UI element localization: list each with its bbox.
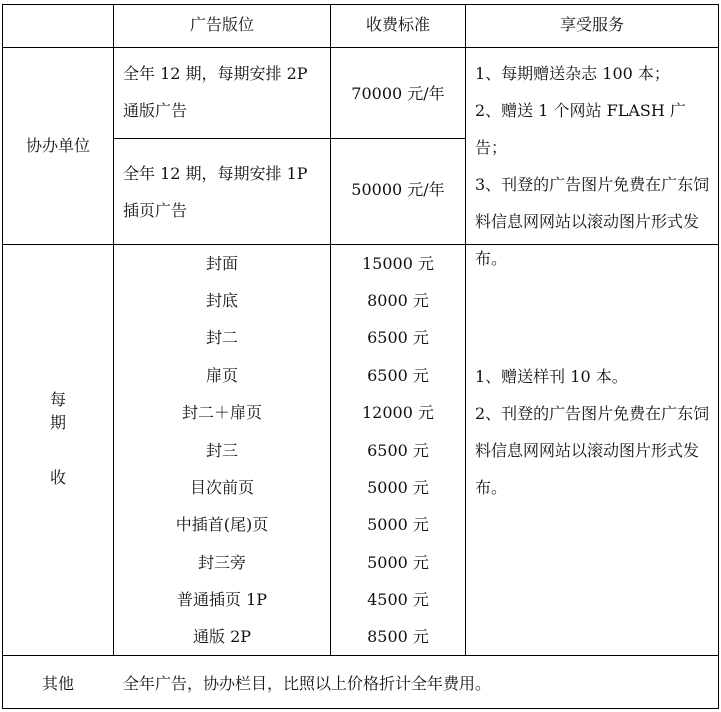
col-divider-1: [113, 4, 114, 656]
meiqi-price-8: 5000 元: [367, 515, 429, 534]
meiqi-price-5: 12000 元: [362, 403, 434, 422]
col-divider-2: [330, 4, 331, 656]
xieban-position-1: 全年 12 期，每期安排 2P 通版广告: [123, 64, 308, 120]
meiqi-position-9: 封三旁: [197, 553, 247, 572]
meiqi-position-5: 封二＋扉页: [181, 403, 263, 422]
meiqi-price-7: 5000 元: [367, 478, 429, 497]
meiqi-price-11: 8500 元: [367, 627, 429, 646]
meiqi-service-1: 1、赠送样刊 10 本。: [475, 367, 628, 386]
xieban-label: 协办单位: [25, 136, 91, 155]
meiqi-position-11: 通版 2P: [192, 627, 252, 646]
meiqi-price-3: 6500 元: [367, 328, 429, 347]
meiqi-price-9: 5000 元: [367, 553, 429, 572]
meiqi-price-2: 8000 元: [367, 291, 429, 310]
meiqi-label-char-1: 每: [49, 390, 67, 409]
meiqi-position-1: 封面: [205, 254, 239, 273]
col-divider-3: [465, 4, 466, 656]
other-divider: [2, 655, 719, 656]
meiqi-label-char-2: 期: [49, 413, 67, 432]
meiqi-position-8: 中插首(尾)页: [175, 515, 269, 534]
meiqi-position-4: 扉页: [205, 366, 239, 385]
header-price: 收费标准: [365, 15, 431, 34]
xieban-price-1: 70000 元/年: [351, 84, 445, 103]
meiqi-position-6: 封三: [205, 441, 239, 460]
xieban-service-3: 3、刊登的广告图片免费在广东饲料信息网网站以滚动图片形式发布。: [475, 175, 710, 268]
meiqi-service-2: 2、刊登的广告图片免费在广东饲料信息网网站以滚动图片形式发布。: [475, 404, 710, 497]
table-border-bottom: [2, 708, 719, 709]
xieban-position-2: 全年 12 期，每期安排 1P 插页广告: [123, 164, 308, 220]
table-border-right: [718, 4, 719, 709]
header-services: 享受服务: [559, 15, 625, 34]
header-ad-position: 广告版位: [189, 15, 255, 34]
other-text: 全年广告，协办栏目，比照以上价格折计全年费用。: [123, 674, 492, 693]
xieban-service-1: 1、每期赠送杂志 100 本；: [475, 64, 670, 83]
table-border-top: [2, 4, 719, 5]
xieban-services: [475, 55, 715, 277]
meiqi-position-10: 普通插页 1P: [176, 590, 268, 609]
meiqi-price-1: 15000 元: [362, 254, 434, 273]
header-divider: [2, 47, 719, 48]
meiqi-price-6: 6500 元: [367, 441, 429, 460]
xieban-price-2: 50000 元/年: [351, 180, 445, 199]
meiqi-price-4: 6500 元: [367, 366, 429, 385]
xieban-service-2: 2、赠送 1 个网站 FLASH 广告；: [475, 101, 686, 157]
meiqi-position-2: 封底: [205, 291, 239, 310]
meiqi-price-10: 4500 元: [367, 590, 429, 609]
meiqi-position-3: 封二: [205, 328, 239, 347]
table-border-left: [2, 4, 3, 709]
other-label: 其他: [41, 674, 75, 693]
meiqi-label-char-3: 收: [49, 468, 67, 487]
xieban-row-divider: [113, 138, 465, 139]
meiqi-position-7: 目次前页: [189, 478, 255, 497]
meiqi-services: [475, 358, 715, 506]
